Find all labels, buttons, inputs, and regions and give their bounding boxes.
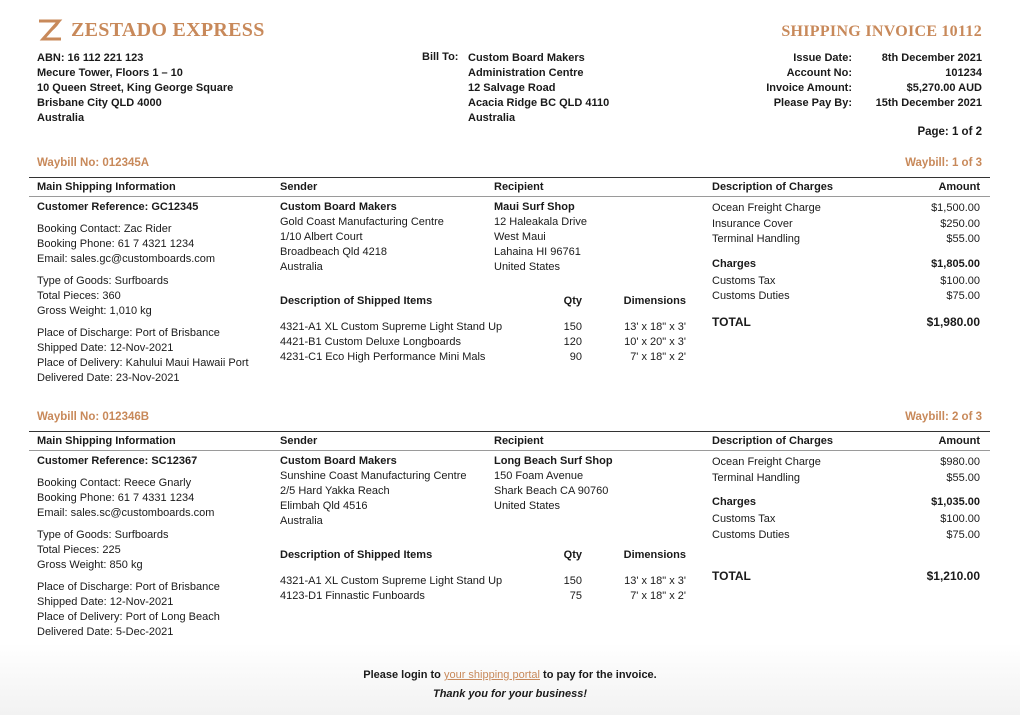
page-number: Page: 1 of 2 (917, 126, 982, 138)
header-qty: Qty (563, 549, 582, 561)
charges-subtotal-amount: $1,805.00 (931, 257, 980, 270)
shipped-item-desc: 4321-A1 XL Custom Supreme Light Stand Up (280, 575, 503, 587)
address-line: 10 Queen Street, King George Square (37, 82, 234, 94)
bill-to-line: 12 Salvage Road (468, 82, 556, 94)
booking-contact-line: Email: sales.gc@customboards.com (37, 253, 216, 265)
total-amount: $1,980.00 (926, 315, 980, 329)
meta-row (700, 96, 982, 111)
bill-to-line: Custom Board Makers (468, 52, 585, 64)
header-recipient: Recipient (494, 181, 544, 193)
header-sender: Sender (280, 181, 318, 193)
header-dimensions: Dimensions (623, 549, 686, 561)
header-charges-desc: Description of Charges (712, 435, 834, 447)
charge-amount: $250.00 (940, 217, 980, 230)
charge-amount: $980.00 (940, 456, 980, 468)
charges-subtotal-label: Charges (712, 257, 757, 270)
booking-contact-line: Booking Contact: Zac Rider (37, 223, 172, 235)
invoice-meta (700, 51, 982, 111)
shipped-item-qty: 90 (569, 351, 582, 363)
tax-label: Customs Tax (712, 274, 776, 287)
section-top-rule (29, 177, 990, 178)
goods-line: Gross Weight: 1,010 kg (37, 305, 152, 317)
shipped-item-desc: 4231-C1 Eco High Performance Mini Mals (280, 351, 486, 363)
meta-row (700, 66, 982, 81)
meta-row (700, 51, 982, 66)
abn: ABN: 16 112 221 123 (37, 52, 144, 64)
sender-address-line: Sunshine Coast Manufacturing Centre (280, 470, 467, 482)
shipped-item-qty: 75 (569, 590, 582, 602)
delivery-line: Shipped Date: 12-Nov-2021 (37, 596, 174, 608)
booking-contact-line: Booking Phone: 61 7 4331 1234 (37, 492, 195, 504)
total-label: TOTAL (712, 315, 751, 329)
shipped-item-dimensions: 13' x 18" x 3' (624, 575, 686, 587)
goods-line: Total Pieces: 360 (37, 290, 121, 302)
address-line: Mecure Tower, Floors 1 – 10 (37, 67, 183, 79)
tax-amount: $75.00 (946, 290, 980, 302)
sender-address-line: Gold Coast Manufacturing Centre (280, 216, 444, 228)
shipped-item-dimensions: 13' x 18" x 3' (624, 321, 686, 333)
header-amount: Amount (938, 435, 980, 447)
total-amount: $1,210.00 (926, 569, 980, 583)
bill-to-line: Australia (468, 112, 516, 124)
charge-amount: $1,500.00 (931, 202, 980, 214)
invoice-number: 10112 (941, 23, 982, 40)
invoice-title-text: SHIPPING INVOICE (781, 23, 938, 40)
footer-thanks: Thank you for your business! (432, 688, 588, 700)
recipient-address-line: United States (494, 261, 561, 273)
footer-login-line (0, 669, 1020, 681)
customer-reference: Customer Reference: GC12345 (37, 201, 199, 213)
header-main-info: Main Shipping Information (37, 181, 176, 193)
charges-subtotal-amount: $1,035.00 (931, 496, 980, 508)
recipient-address-line: 12 Haleakala Drive (494, 216, 587, 228)
brand (37, 18, 265, 42)
footer-login-suffix: to pay for the invoice. (543, 669, 657, 681)
meta-label: Invoice Amount: (766, 82, 852, 94)
shipped-item-qty: 150 (563, 575, 582, 587)
header-main-info: Main Shipping Information (37, 435, 176, 447)
header-dimensions: Dimensions (623, 295, 686, 307)
delivery-line: Place of Discharge: Port of Brisbance (37, 581, 220, 593)
recipient-address-line: United States (494, 500, 561, 512)
recipient-name: Maui Surf Shop (494, 201, 575, 213)
recipient-address-line: Shark Beach CA 90760 (494, 485, 609, 497)
meta-label: Issue Date: (793, 52, 852, 64)
charge-label: Ocean Freight Charge (712, 456, 821, 468)
header-rule (29, 450, 990, 451)
meta-row (700, 81, 982, 96)
tax-amount: $100.00 (940, 513, 980, 525)
z-leaf-logo-icon (37, 18, 63, 42)
sender-address-line: Australia (280, 515, 323, 527)
section-top-rule (29, 431, 990, 432)
meta-value: 15th December 2021 (875, 97, 982, 109)
charge-label: Terminal Handling (712, 233, 801, 245)
goods-line: Total Pieces: 225 (37, 544, 121, 556)
goods-line: Type of Goods: Surfboards (37, 529, 169, 541)
sender-address-line: 1/10 Albert Court (280, 231, 363, 243)
footer-login-prefix: Please login to (363, 669, 441, 681)
delivery-line: Place of Discharge: Port of Brisbance (37, 327, 220, 339)
header-amount: Amount (938, 181, 980, 193)
sender-address-line: Australia (280, 261, 323, 273)
shipped-item-dimensions: 7' x 18" x 2' (630, 590, 686, 602)
shipped-item-dimensions: 10' x 20" x 3' (624, 336, 686, 348)
header-qty: Qty (563, 295, 582, 307)
shipped-item-desc: 4123-D1 Finnastic Funboards (280, 590, 425, 602)
waybill-count: Waybill: 2 of 3 (905, 411, 982, 423)
tax-label: Customs Duties (712, 528, 790, 541)
company-address (37, 51, 233, 126)
bill-to-line: Administration Centre (468, 67, 584, 79)
invoice-title (777, 23, 982, 41)
meta-value: 101234 (945, 67, 982, 79)
header-recipient: Recipient (494, 435, 544, 447)
header-items-desc: Description of Shipped Items (280, 549, 433, 561)
shipped-item-desc: 4421-B1 Custom Deluxe Longboards (280, 336, 462, 348)
shipped-item-desc: 4321-A1 XL Custom Supreme Light Stand Up (280, 321, 503, 333)
meta-value: 8th December 2021 (881, 52, 982, 64)
charge-amount: $55.00 (946, 471, 980, 484)
header-rule (29, 196, 990, 197)
recipient-address-line: 150 Foam Avenue (494, 470, 584, 482)
goods-line: Gross Weight: 850 kg (37, 559, 143, 571)
bill-to-line: Acacia Ridge BC QLD 4110 (468, 97, 610, 109)
company-name: ZESTADO EXPRESS (71, 18, 265, 41)
total-label: TOTAL (712, 569, 751, 583)
bill-to-label: Bill To: (422, 51, 459, 63)
delivery-line: Place of Delivery: Kahului Maui Hawaii Port (37, 357, 249, 369)
shipping-portal-link[interactable]: your shipping portal (443, 669, 540, 681)
header-sender: Sender (280, 435, 318, 447)
sender-name: Custom Board Makers (280, 201, 397, 213)
sender-address-line: Broadbeach Qld 4218 (280, 246, 388, 258)
meta-value: $5,270.00 AUD (906, 82, 982, 94)
customer-reference: Customer Reference: SC12367 (37, 455, 198, 467)
header-charges-desc: Description of Charges (712, 181, 834, 193)
booking-contact-line: Booking Contact: Reece Gnarly (37, 477, 192, 489)
shipped-item-qty: 150 (563, 321, 582, 333)
charge-amount: $55.00 (946, 233, 980, 245)
tax-label: Customs Duties (712, 290, 790, 302)
delivery-line: Delivered Date: 5-Dec-2021 (37, 626, 174, 638)
meta-label: Please Pay By: (773, 97, 852, 109)
tax-label: Customs Tax (712, 513, 776, 525)
meta-label: Account No: (786, 67, 852, 79)
charge-label: Terminal Handling (712, 471, 801, 484)
sender-name: Custom Board Makers (280, 455, 397, 467)
shipped-item-qty: 120 (563, 336, 582, 348)
waybill-count: Waybill: 1 of 3 (905, 157, 982, 169)
delivery-line: Place of Delivery: Port of Long Beach (37, 611, 220, 623)
recipient-name: Long Beach Surf Shop (494, 455, 613, 467)
booking-contact-line: Email: sales.sc@customboards.com (37, 507, 215, 519)
sender-address-line: 2/5 Hard Yakka Reach (280, 485, 390, 497)
tax-amount: $75.00 (946, 528, 980, 541)
address-line: Australia (37, 112, 85, 124)
tax-amount: $100.00 (940, 274, 980, 287)
waybill-number: Waybill No: 012345A (37, 157, 150, 169)
address-line: Brisbane City QLD 4000 (37, 97, 162, 109)
booking-contact-line: Booking Phone: 61 7 4321 1234 (37, 238, 195, 250)
shipped-item-dimensions: 7' x 18" x 2' (630, 351, 686, 363)
waybill-number: Waybill No: 012346B (37, 411, 150, 423)
recipient-address-line: Lahaina HI 96761 (494, 246, 581, 258)
goods-line: Type of Goods: Surfboards (37, 275, 169, 287)
recipient-address-line: West Maui (494, 231, 546, 243)
charge-label: Insurance Cover (712, 217, 793, 230)
charge-label: Ocean Freight Charge (712, 202, 821, 214)
delivery-line: Delivered Date: 23-Nov-2021 (37, 372, 180, 384)
bill-to-address (468, 51, 609, 126)
delivery-line: Shipped Date: 12-Nov-2021 (37, 342, 174, 354)
header-items-desc: Description of Shipped Items (280, 295, 433, 307)
sender-address-line: Elimbah Qld 4516 (280, 500, 368, 512)
charges-subtotal-label: Charges (712, 496, 757, 508)
